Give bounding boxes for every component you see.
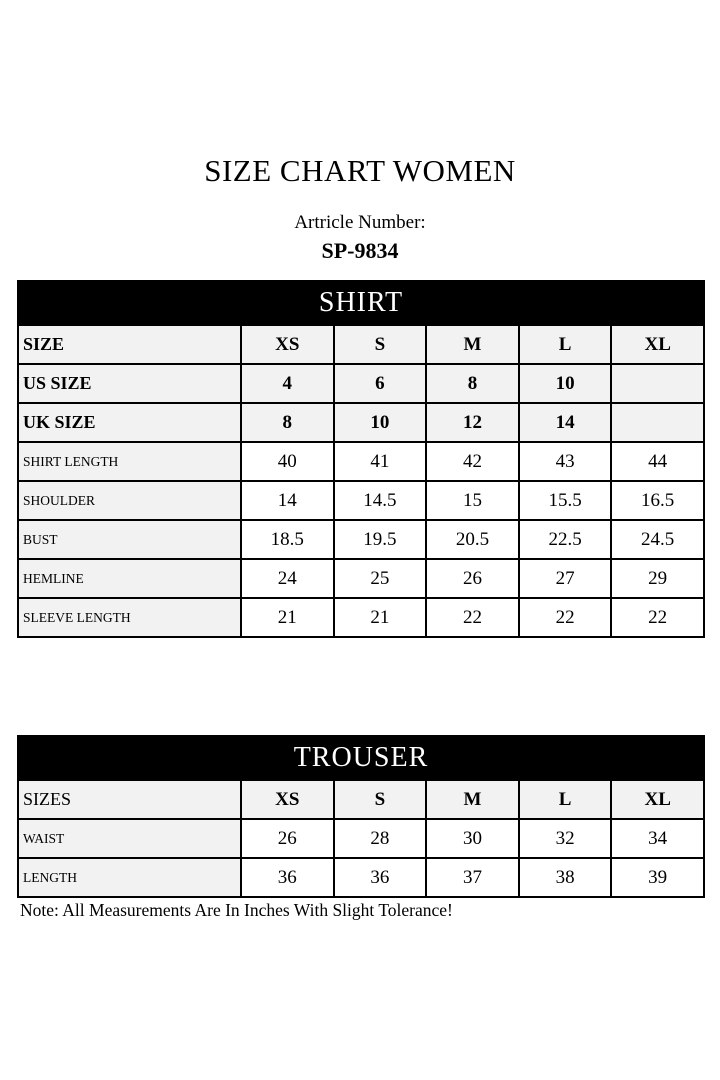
row-label: SIZES xyxy=(18,780,241,819)
value-cell: 43 xyxy=(519,442,612,481)
row-label: SHOULDER xyxy=(18,481,241,520)
trouser-table-body xyxy=(18,780,704,897)
value-cell: 26 xyxy=(241,819,334,858)
value-cell: 36 xyxy=(334,858,427,897)
value-cell: 22.5 xyxy=(519,520,612,559)
value-cell: 14 xyxy=(519,403,612,442)
row-label: LENGTH xyxy=(18,858,241,897)
row-label: BUST xyxy=(18,520,241,559)
value-cell: 26 xyxy=(426,559,519,598)
trouser-table-title: TROUSER xyxy=(18,736,704,780)
value-cell: 29 xyxy=(611,559,704,598)
value-cell: 40 xyxy=(241,442,334,481)
shirt-table-title: SHIRT xyxy=(18,281,704,325)
value-cell: L xyxy=(519,780,612,819)
article-number-value: SP-9834 xyxy=(321,238,399,263)
value-cell xyxy=(611,403,704,442)
value-cell: M xyxy=(426,325,519,364)
value-cell: 22 xyxy=(519,598,612,637)
value-cell: 14.5 xyxy=(334,481,427,520)
row-label: UK SIZE xyxy=(18,403,241,442)
table-row xyxy=(18,325,704,364)
value-cell: 22 xyxy=(426,598,519,637)
table-row xyxy=(18,598,704,637)
trouser-size-table xyxy=(17,735,705,898)
value-cell: 38 xyxy=(519,858,612,897)
value-cell: 21 xyxy=(334,598,427,637)
value-cell: XS xyxy=(241,325,334,364)
value-cell: 15 xyxy=(426,481,519,520)
value-cell: 22 xyxy=(611,598,704,637)
value-cell: XL xyxy=(611,325,704,364)
shirt-size-table xyxy=(17,280,705,638)
table-row xyxy=(18,819,704,858)
value-cell: 18.5 xyxy=(241,520,334,559)
value-cell: 10 xyxy=(519,364,612,403)
shirt-table-body xyxy=(18,325,704,637)
measurement-note: Note: All Measurements Are In Inches With Slight Tolerance! xyxy=(20,900,453,920)
table-row xyxy=(18,481,704,520)
value-cell: 27 xyxy=(519,559,612,598)
table-header-row xyxy=(18,281,704,325)
page-title: SIZE CHART WOMEN xyxy=(204,153,516,188)
table-row xyxy=(18,780,704,819)
row-label: SHIRT LENGTH xyxy=(18,442,241,481)
value-cell: 8 xyxy=(241,403,334,442)
value-cell: 32 xyxy=(519,819,612,858)
article-number-label: Artricle Number: xyxy=(294,212,426,233)
value-cell xyxy=(611,364,704,403)
value-cell: XS xyxy=(241,780,334,819)
value-cell: 37 xyxy=(426,858,519,897)
value-cell: XL xyxy=(611,780,704,819)
value-cell: S xyxy=(334,325,427,364)
value-cell: 34 xyxy=(611,819,704,858)
value-cell: L xyxy=(519,325,612,364)
value-cell: 19.5 xyxy=(334,520,427,559)
value-cell: M xyxy=(426,780,519,819)
table-row xyxy=(18,559,704,598)
row-label: WAIST xyxy=(18,819,241,858)
table-row xyxy=(18,364,704,403)
row-label: SIZE xyxy=(18,325,241,364)
value-cell: 6 xyxy=(334,364,427,403)
value-cell: 16.5 xyxy=(611,481,704,520)
value-cell: 30 xyxy=(426,819,519,858)
row-label: SLEEVE LENGTH xyxy=(18,598,241,637)
value-cell: 28 xyxy=(334,819,427,858)
value-cell: 20.5 xyxy=(426,520,519,559)
row-label: HEMLINE xyxy=(18,559,241,598)
value-cell: 15.5 xyxy=(519,481,612,520)
value-cell: 12 xyxy=(426,403,519,442)
table-row xyxy=(18,403,704,442)
table-row xyxy=(18,442,704,481)
value-cell: 8 xyxy=(426,364,519,403)
table-row xyxy=(18,858,704,897)
row-label: US SIZE xyxy=(18,364,241,403)
table-header-row xyxy=(18,736,704,780)
value-cell: 44 xyxy=(611,442,704,481)
value-cell: 4 xyxy=(241,364,334,403)
value-cell: 24 xyxy=(241,559,334,598)
value-cell: 21 xyxy=(241,598,334,637)
value-cell: 36 xyxy=(241,858,334,897)
value-cell: 39 xyxy=(611,858,704,897)
table-row xyxy=(18,520,704,559)
value-cell: 10 xyxy=(334,403,427,442)
value-cell: S xyxy=(334,780,427,819)
value-cell: 24.5 xyxy=(611,520,704,559)
value-cell: 25 xyxy=(334,559,427,598)
value-cell: 42 xyxy=(426,442,519,481)
value-cell: 41 xyxy=(334,442,427,481)
value-cell: 14 xyxy=(241,481,334,520)
